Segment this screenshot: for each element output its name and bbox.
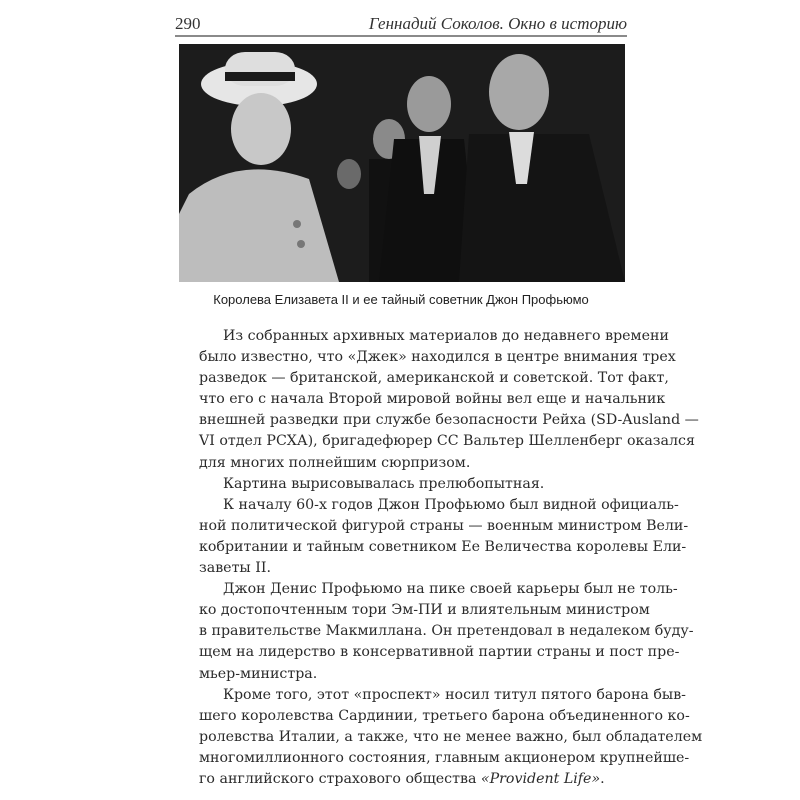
paragraph-5 bbox=[175, 685, 703, 790]
text-line: Из собранных архивных материалов до недавнего времени bbox=[223, 328, 669, 344]
text-line: щем на лидерство в консервативной партии страны и пост пре- bbox=[199, 644, 680, 661]
photo-illustration bbox=[179, 44, 625, 282]
text-line: было известно, что «Джек» находился в центре внимания трех bbox=[199, 349, 676, 366]
text-line: для многих полнейшим сюрпризом. bbox=[199, 454, 471, 471]
text-line: кобритании и тайным советником Ее Величества королевы Ели- bbox=[199, 538, 687, 555]
paragraph-3 bbox=[175, 495, 689, 579]
text-line-final bbox=[175, 769, 627, 790]
text-line: VI отдел РСХА), бригадефюрер СС Вальтер Шелленберг оказался bbox=[199, 433, 695, 450]
text-line: Кроме того, этот «проспект» носил титул пятого барона быв- bbox=[223, 686, 686, 703]
text-line: что его с начала Второй мировой войны вел еще и начальник bbox=[199, 391, 666, 408]
text-line: в правительстве Макмиллана. Он претендовал в недалеком буду- bbox=[199, 623, 694, 640]
paragraph-2 bbox=[175, 474, 627, 495]
header-rule bbox=[175, 35, 627, 37]
text-segment: го английского страхового общества bbox=[199, 770, 481, 787]
punctuation: . bbox=[600, 770, 605, 787]
text-line: ной политической фигурой страны — военным министром Вели- bbox=[199, 517, 689, 534]
photo bbox=[179, 44, 625, 282]
page-number: 290 bbox=[175, 14, 201, 33]
text-line: К началу 60-х годов Джон Профьюмо был видной официаль- bbox=[223, 496, 679, 513]
text-line: шего королевства Сардинии, третьего барона объединенного ко- bbox=[199, 707, 690, 724]
paragraph-4 bbox=[175, 579, 694, 684]
text-line: внешней разведки при службе безопасности Рейха (SD-Ausland — bbox=[199, 412, 699, 429]
company-name: «Provident Life» bbox=[480, 770, 601, 787]
text-line: ко достопочтенным тори Эм-ПИ и влиятельным министром bbox=[199, 602, 650, 619]
text-line: заветы II. bbox=[199, 560, 271, 577]
text-line: Картина вырисовывалась прелюбопытная. bbox=[223, 475, 545, 492]
text-line: многомиллионного состояния, главным акционером крупнейше- bbox=[199, 749, 690, 766]
text-line: мьер-министра. bbox=[199, 665, 318, 682]
text-line: Джон Денис Профьюмо на пике своей карьеры был не толь- bbox=[223, 581, 678, 598]
paragraph-1 bbox=[175, 326, 699, 474]
running-title: Геннадий Соколов. Окно в историю bbox=[368, 14, 627, 33]
page-header bbox=[175, 6, 627, 34]
text-line: ролевства Италии, а также, что не менее важно, был обладателем bbox=[199, 728, 703, 745]
text-line: разведок — британской, американской и советской. Тот факт, bbox=[199, 370, 669, 387]
photo-caption: Королева Елизавета II и ее тайный советник Джон Профьюмо bbox=[213, 292, 589, 307]
body-text bbox=[175, 326, 703, 790]
